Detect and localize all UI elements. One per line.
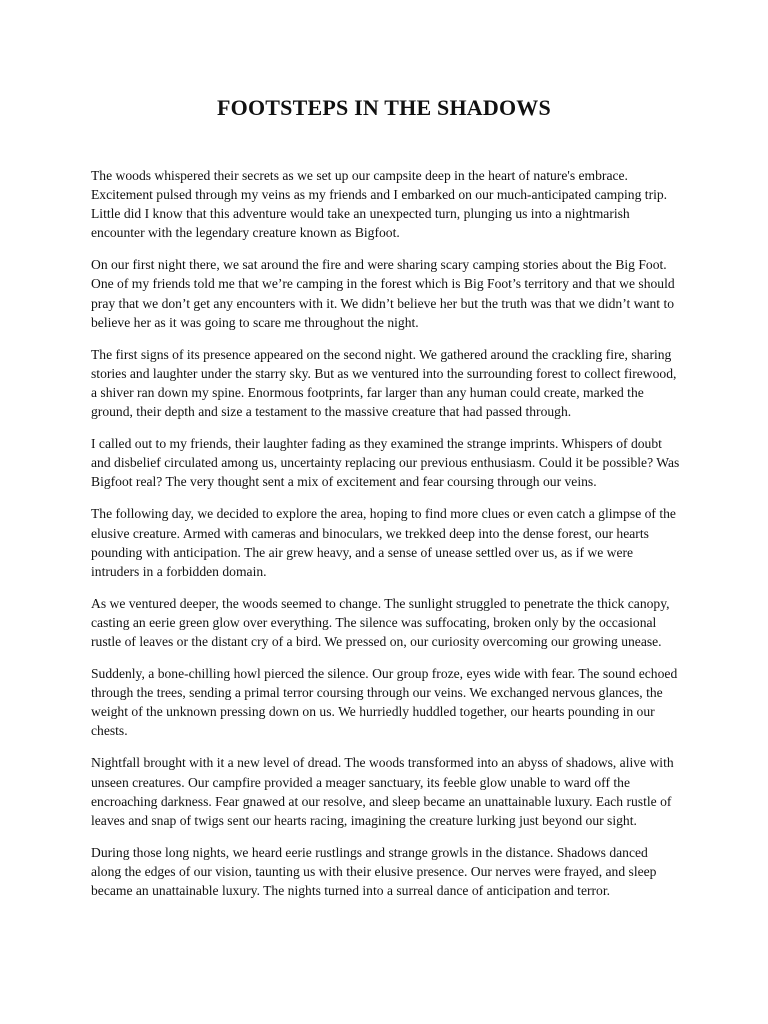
paragraph-1: The woods whispered their secrets as we set up our campsite deep in the heart of nature's embrace. Excitement pulsed through my veins as my friends and I embarked on our much-anticipated camping trip. Little did I know that this adventure would take an unexpected turn, plunging us into a nightmarish encounter with the legendary creature known as Bigfoot. (91, 168, 668, 241)
paragraph-3: The first signs of its presence appeared on the second night. We gathered around the crackling fire, sharing stories and laughter under the starry sky. But as we ventured into the surrounding forest to collect firewood, a shiver ran down my spine. Enormous footprints, far larger than any human could create, marked the ground, their depth and size a testament to the massive creature that had passed through. (91, 346, 677, 420)
paragraph-6: As we ventured deeper, the woods seemed to change. The sunlight struggled to penetrate the thick canopy, casting an eerie green glow over everything. The silence was suffocating, broken only by the occasional rustle of leaves or the distant cry of a bird. We pressed on, our curiosity overcoming our growing unease. (91, 595, 670, 649)
paragraph-2: On our first night there, we sat around the fire and were sharing scary camping stories about the Big Foot. One of my friends told me that we’re camping in the forest which is Big Foot’s territory and that we should pray that we don’t get any encounters with it. We didn’t believe her but the truth was that we didn’t want to believe her as it was going to scare me throughout the night. (91, 257, 675, 330)
paragraph-9: During those long nights, we heard eerie rustlings and strange growls in the distance. Shadows danced along the edges of our vision, taunting us with their elusive presence. Our nerves were frayed, and sleep became an unattainable luxury. The nights turned into a surreal dance of anticipation and terror. (91, 844, 657, 898)
paragraph-8: Nightfall brought with it a new level of dread. The woods transformed into an abyss of shadows, alive with unseen creatures. Our campfire provided a meager sanctuary, its feeble glow unable to ward off the encroaching darkness. Fear gnawed at our resolve, and sleep became an unattainable luxury. Each rustle of leaves and snap of twigs sent our hearts racing, imagining the creature lurking just beyond our sight. (91, 755, 674, 828)
document-title: FOOTSTEPS IN THE SHADOWS (217, 95, 551, 120)
paragraph-4: I called out to my friends, their laughter fading as they examined the strange imprints. Whispers of doubt and disbelief circulated among us, uncertainty replacing our previous enthusiasm. Could it be possible? Was Bigfoot real? The very thought sent a mix of excitement and fear coursing through our veins. (91, 436, 680, 490)
paragraph-5: The following day, we decided to explore the area, hoping to find more clues or even catch a glimpse of the elusive creature. Armed with cameras and binoculars, we trekked deep into the dense forest, our hearts pounding with anticipation. The air grew heavy, and a sense of unease settled over us, as if we were intruders in a forbidden domain. (91, 506, 676, 579)
document-body (91, 166, 681, 913)
paragraph-7: Suddenly, a bone-chilling howl pierced the silence. Our group froze, eyes wide with fear. The sound echoed through the trees, sending a primal terror coursing through our veins. We exchanged nervous glances, the weight of the unknown pressing down on us. We hurriedly huddled together, our hearts pounding in our chests. (91, 666, 678, 739)
